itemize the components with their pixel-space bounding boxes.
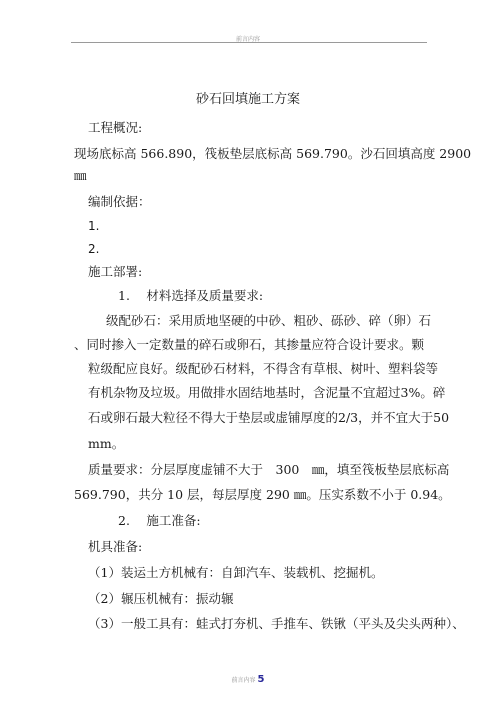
material-p1-line-6: mm。 xyxy=(88,436,125,451)
overview-line-2: ㎜ xyxy=(74,168,87,183)
footer-text: 前言内容 xyxy=(231,677,256,684)
quality-line-1: 质量要求：分层厚度虚铺不大于 300 ㎜，填至筏板垫层底标高 xyxy=(88,462,450,477)
basis-item-1: 1. xyxy=(88,219,100,233)
header-rule xyxy=(71,42,427,43)
machine-heading: 机具准备: xyxy=(88,539,143,554)
machine-item-3: （3）一般工具有：蛙式打夯机、手推车、铁锹（平头及尖头两种）、 xyxy=(88,616,465,631)
document-title: 砂石回填施工方案 xyxy=(195,92,300,107)
basis-item-2: 2. xyxy=(88,242,100,256)
page-header: 前言内容 xyxy=(235,36,260,43)
page-number: 5 xyxy=(257,674,265,685)
material-p1-line-3: 粒级配应良好。级配砂石材料，不得含有草根、树叶、塑料袋等 xyxy=(88,361,439,376)
material-p1-line-2: 、同时掺入一定数量的碎石或卵石，其掺量应符合设计要求。颗 xyxy=(74,337,425,352)
quality-line-2: 569.790，共分 10 层，每层厚度 290 ㎜。压实系数不小于 0.94。 xyxy=(74,487,451,502)
machine-item-1: （1）装运土方机械有：自卸汽车、装载机、挖掘机。 xyxy=(88,565,384,580)
material-p1-line-4: 有机杂物及垃圾。用做排水固结地基时，含泥量不宜超过3%。碎 xyxy=(88,385,446,400)
material-p1-line-1: 级配砂石：采用质地坚硬的中砂、粗砂、砾砂、碎（卵）石 xyxy=(106,313,432,328)
overview-line-1: 现场底标高 566.890，筏板垫层底标高 569.790。沙石回填高度 2900 xyxy=(74,146,472,161)
machine-item-2: （2）辗压机械有：振动辗 xyxy=(88,591,234,606)
overview-heading: 工程概况: xyxy=(88,120,143,135)
material-heading: 1. 材料选择及质量要求: xyxy=(118,288,264,303)
basis-heading: 编制依据： xyxy=(88,194,151,209)
material-p1-line-5: 石或卵石最大粒径不得大于垫层或虚铺厚度的2/3，并不宜大于50 xyxy=(88,410,450,425)
deploy-heading: 施工部署: xyxy=(88,264,143,279)
page-footer xyxy=(0,674,496,685)
prep-heading: 2. 施工准备: xyxy=(118,513,201,528)
